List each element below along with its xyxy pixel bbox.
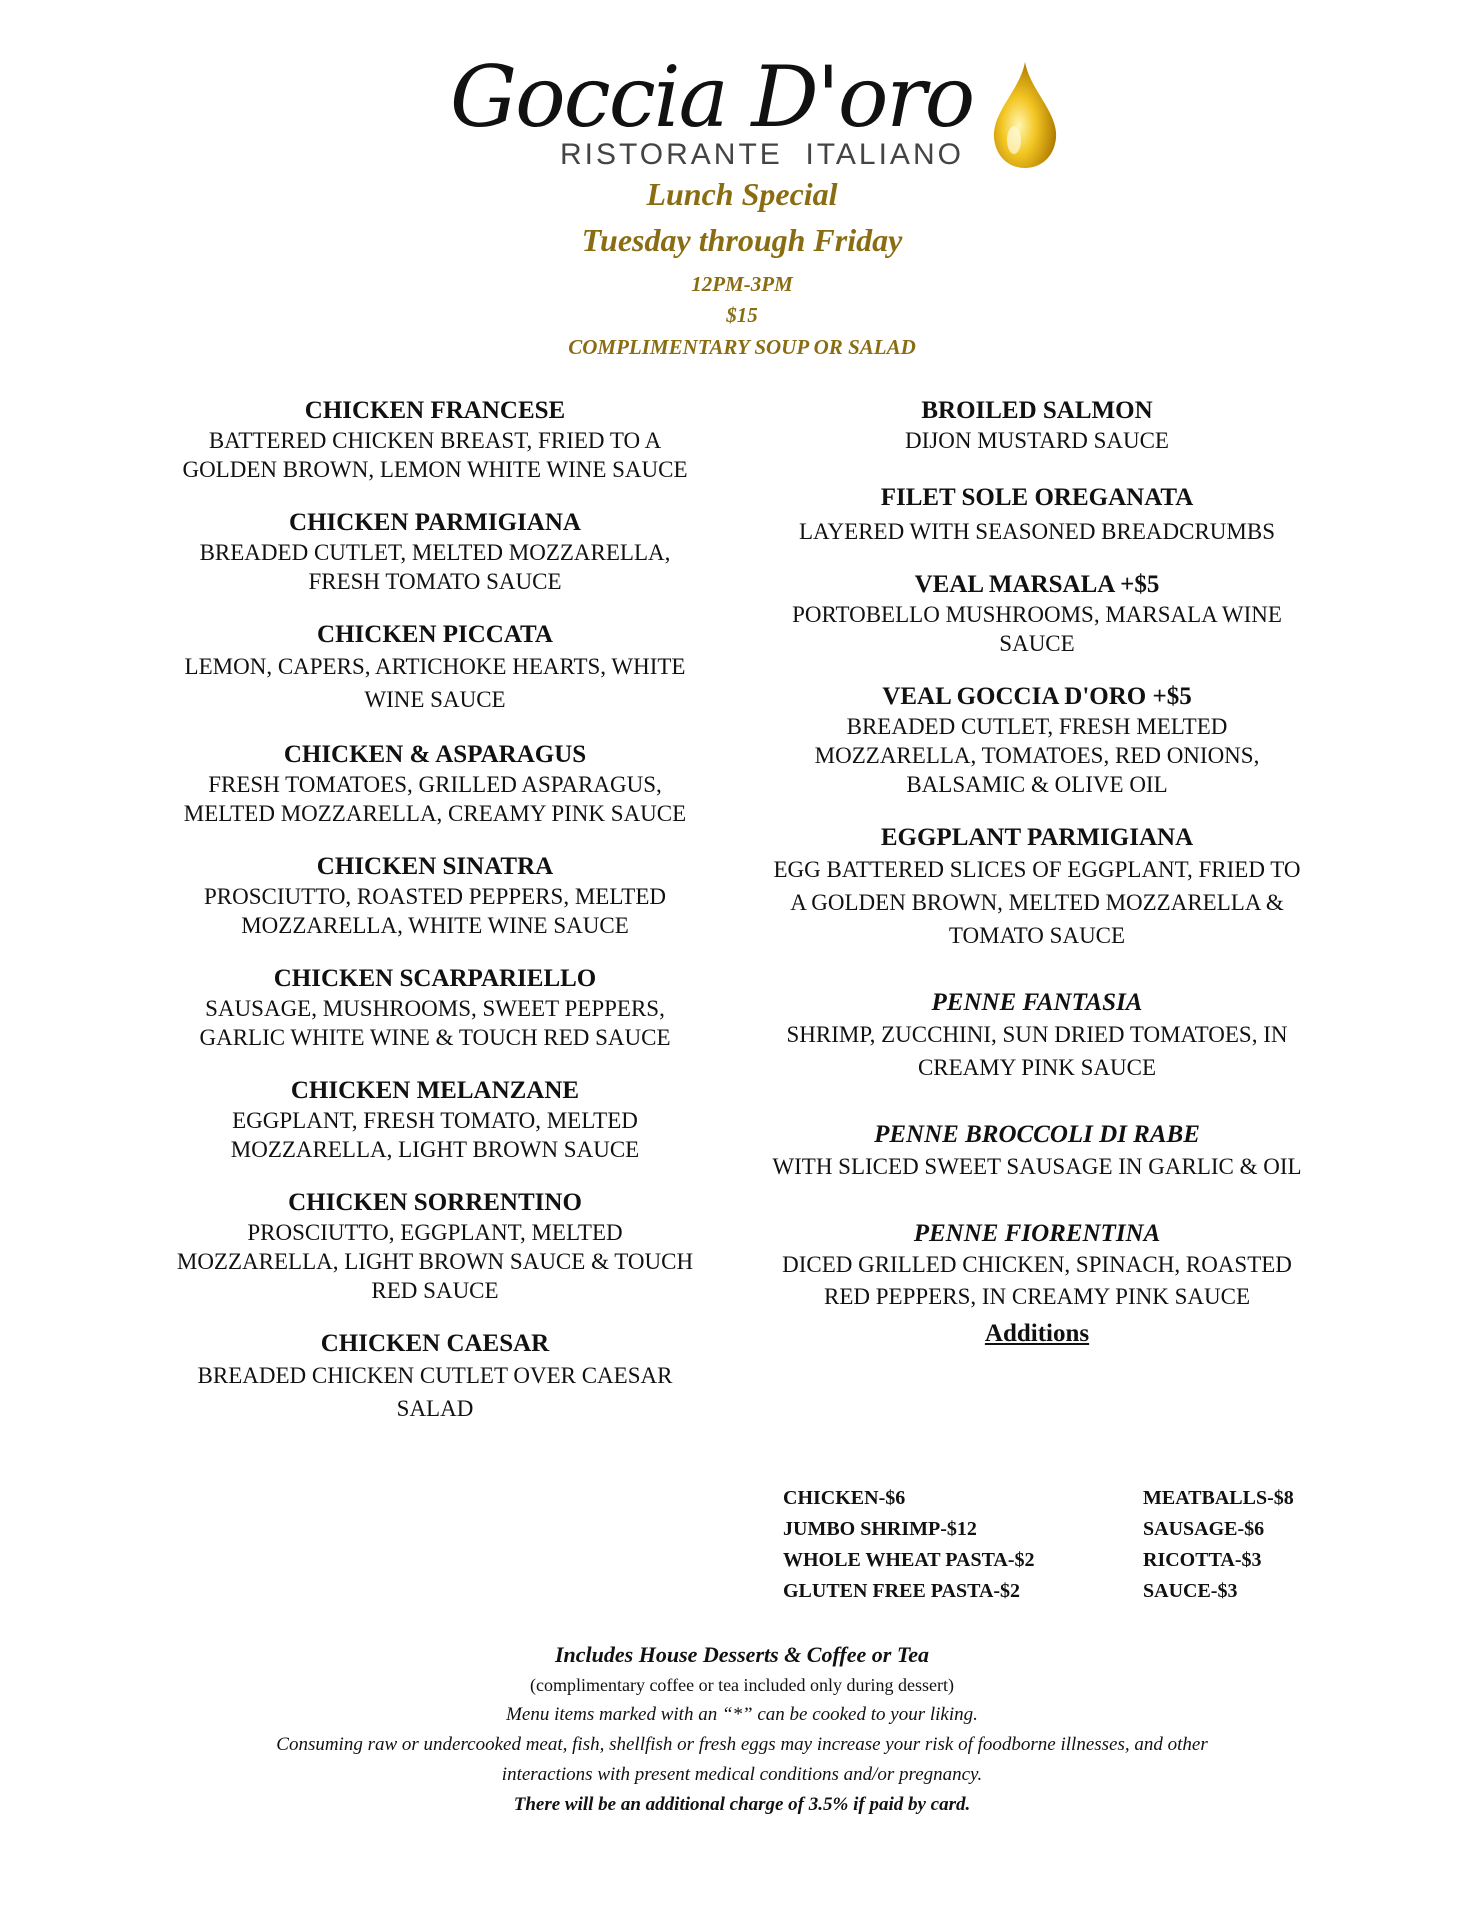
menu-item-desc: EGGPLANT, FRESH TOMATO, MELTED MOZZARELLA, LIGHT BROWN SAUCE — [230, 1108, 640, 1162]
menu-item — [772, 396, 1302, 455]
menu-item — [772, 570, 1302, 658]
menu-item-name: VEAL MARSALA +$5 — [914, 571, 1160, 598]
menu-item-name: CHICKEN PICCATA — [317, 621, 553, 648]
addition-item: MEATBALLS-$8 — [1143, 1487, 1294, 1509]
days-heading: Tuesday through Friday — [581, 222, 903, 258]
menu-item-name: CHICKEN PARMIGIANA — [289, 509, 581, 536]
menu-item-desc: LAYERED WITH SEASONED BREADCRUMBS — [798, 519, 1275, 544]
menu-item — [170, 740, 700, 828]
coffee-note: (complimentary coffee or tea included only during dessert) — [529, 1675, 955, 1695]
menu-item-desc: PROSCIUTTO, EGGPLANT, MELTED MOZZARELLA, LIGHT BROWN SAUCE & TOUCH RED SAUCE — [176, 1220, 694, 1303]
addition-item: WHOLE WHEAT PASTA-$2 — [783, 1549, 1035, 1571]
logo-script-text: Goccia D'oro — [450, 48, 974, 146]
complimentary-text: COMPLIMENTARY SOUP OR SALAD — [568, 335, 916, 359]
oil-drop-icon — [990, 60, 1060, 170]
menu-item-name: CHICKEN SCARPARIELLO — [273, 965, 597, 992]
menu-item-desc: SHRIMP, ZUCCHINI, SUN DRIED TOMATOES, IN CREAMY PINK SAUCE — [786, 1022, 1288, 1080]
menu-item-name: CHICKEN & ASPARAGUS — [283, 741, 587, 768]
left-menu-column — [170, 396, 700, 1449]
menu-item — [772, 1120, 1302, 1183]
menu-item-name: BROILED SALMON — [921, 397, 1153, 424]
menu-item-name: FILET SOLE OREGANATA — [880, 484, 1194, 511]
menu-item-desc: PROSCIUTTO, ROASTED PEPPERS, MELTED MOZZARELLA, WHITE WINE SAUCE — [204, 884, 666, 938]
menu-item-desc: BREADED CUTLET, FRESH MELTED MOZZARELLA, TOMATOES, RED ONIONS, BALSAMIC & OLIVE OIL — [814, 714, 1260, 797]
hours-text: 12PM-3PM — [691, 272, 793, 296]
menu-item-desc: FRESH TOMATOES, GRILLED ASPARAGUS, MELTED MOZZARELLA, CREAMY PINK SAUCE — [183, 772, 687, 826]
menu-item-name: PENNE BROCCOLI DI RABE — [874, 1121, 1200, 1148]
menu-item-name: PENNE FANTASIA — [931, 989, 1143, 1016]
menu-item-desc: LEMON, CAPERS, ARTICHOKE HEARTS, WHITE WINE SAUCE — [184, 654, 686, 712]
restaurant-logo — [450, 48, 1050, 175]
menu-item-name: CHICKEN SORRENTINO — [288, 1189, 582, 1216]
menu-item-desc: SAUSAGE, MUSHROOMS, SWEET PEPPERS, GARLIC WHITE WINE & TOUCH RED SAUCE — [199, 996, 671, 1050]
menu-item-name: CHICKEN FRANCESE — [304, 397, 566, 424]
additions-row — [783, 1549, 1303, 1580]
asterisk-note: Menu items marked with an “*” can be cooked to your liking. — [506, 1704, 978, 1725]
menu-item-name: PENNE FIORENTINA — [913, 1220, 1161, 1247]
desserts-note: Includes House Desserts & Coffee or Tea — [555, 1642, 929, 1667]
addition-item: GLUTEN FREE PASTA-$2 — [783, 1580, 1021, 1602]
menu-item-desc: EGG BATTERED SLICES OF EGGPLANT, FRIED TO A GOLDEN BROWN, MELTED MOZZARELLA & TOMATO SAUCE — [773, 857, 1301, 948]
addition-item: SAUSAGE-$6 — [1143, 1518, 1265, 1540]
menu-item — [772, 823, 1302, 952]
menu-item-desc: DIJON MUSTARD SAUCE — [905, 428, 1169, 453]
menu-item-desc: BREADED CHICKEN CUTLET OVER CAESAR SALAD — [197, 1363, 673, 1421]
additions-heading: Additions — [984, 1320, 1090, 1347]
menu-item-name: EGGPLANT PARMIGIANA — [880, 824, 1194, 851]
menu-item-name: VEAL GOCCIA D'ORO +$5 — [882, 683, 1192, 710]
logo-subtitle: RISTORANTE ITALIANO — [560, 138, 964, 171]
menu-item — [170, 852, 700, 940]
right-menu-column — [772, 396, 1302, 1349]
menu-item — [772, 1219, 1302, 1313]
additions-row — [783, 1580, 1303, 1611]
card-charge-note: There will be an additional charge of 3.5% if paid by card. — [513, 1794, 971, 1815]
menu-item-desc: BATTERED CHICKEN BREAST, FRIED TO A GOLDEN BROWN, LEMON WHITE WINE SAUCE — [182, 428, 688, 482]
menu-item-desc: BREADED CUTLET, MELTED MOZZARELLA, FRESH TOMATO SAUCE — [199, 540, 671, 594]
menu-item — [170, 508, 700, 596]
addition-item: JUMBO SHRIMP-$12 — [783, 1518, 977, 1540]
addition-item: CHICKEN-$6 — [783, 1487, 906, 1509]
menu-item — [772, 479, 1302, 546]
menu-item — [772, 988, 1302, 1084]
menu-item-name: CHICKEN CAESAR — [320, 1330, 550, 1357]
additions-row — [783, 1487, 1303, 1518]
addition-item: SAUCE-$3 — [1143, 1580, 1238, 1602]
menu-item — [772, 682, 1302, 799]
menu-item — [170, 620, 700, 716]
menu-footer — [0, 1640, 1484, 1820]
menu-item — [170, 396, 700, 484]
health-warning-line-1: Consuming raw or undercooked meat, fish, shellfish or fresh eggs may increase your risk of foodborne illnesses, and other — [276, 1734, 1208, 1755]
additions-row — [783, 1518, 1303, 1549]
menu-item — [170, 1329, 700, 1425]
health-warning-line-2: interactions with present medical conditions and/or pregnancy. — [501, 1764, 983, 1785]
price-text: $15 — [726, 303, 758, 327]
menu-item-name: CHICKEN MELANZANE — [290, 1077, 580, 1104]
addition-item: RICOTTA-$3 — [1143, 1549, 1262, 1571]
menu-item-desc: PORTOBELLO MUSHROOMS, MARSALA WINE SAUCE — [792, 602, 1282, 656]
additions-list — [783, 1487, 1303, 1611]
menu-item — [170, 1188, 700, 1305]
menu-item — [170, 1076, 700, 1164]
menu-item — [170, 964, 700, 1052]
lunch-special-title: Lunch Special — [646, 176, 838, 212]
menu-item-desc: DICED GRILLED CHICKEN, SPINACH, ROASTED RED PEPPERS, IN CREAMY PINK SAUCE — [782, 1252, 1292, 1309]
menu-item-desc: WITH SLICED SWEET SAUSAGE IN GARLIC & OIL — [772, 1154, 1302, 1179]
menu-item-name: CHICKEN SINATRA — [316, 853, 554, 880]
